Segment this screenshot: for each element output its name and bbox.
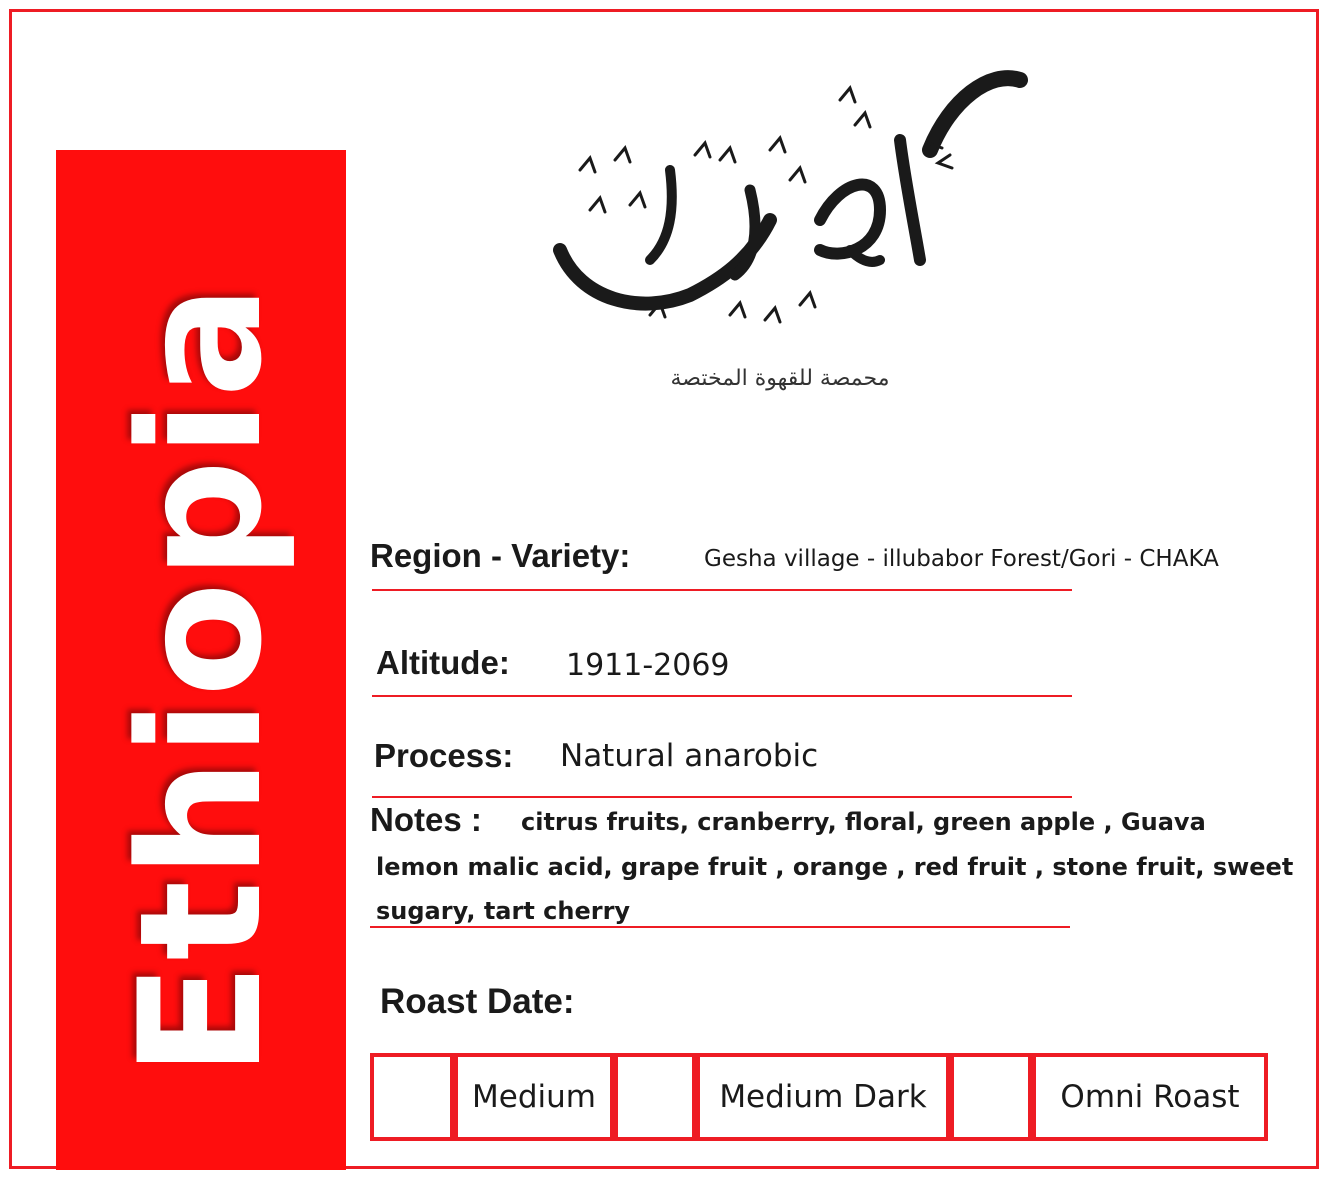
brand-logo [520,60,1040,360]
country-name: Ethiopia [103,282,299,1078]
altitude-value: 1911-2069 [566,648,730,683]
process-rule [372,796,1072,798]
process-value: Natural anarobic [560,738,819,774]
region-label: Region - Variety: [370,537,631,574]
roast-checkbox-medium-dark[interactable] [614,1053,696,1141]
process-label: Process: [374,737,514,774]
roast-date-label: Roast Date: [380,982,575,1021]
roast-option-omni: Omni Roast [1032,1053,1268,1141]
roast-option-medium-dark: Medium Dark [696,1053,950,1141]
notes-rule [370,926,1070,928]
altitude-label: Altitude: [376,644,510,681]
notes-label: Notes : [370,801,482,838]
notes-line-1: citrus fruits, cranberry, floral, green apple , Guava [521,808,1206,836]
altitude-rule [372,695,1072,697]
notes-line-3: sugary, tart cherry [376,897,631,925]
roast-checkbox-omni[interactable] [950,1053,1032,1141]
notes-line-2: lemon malic acid, grape fruit , orange , red fruit , stone fruit, sweet [376,853,1294,881]
region-value: Gesha village - illubabor Forest/Gori - CHAKA [704,546,1219,572]
brand-tagline: محمصة للقهوة المختصة [670,366,890,391]
region-rule [372,589,1072,591]
roast-option-medium: Medium [454,1053,614,1141]
roast-checkbox-medium[interactable] [370,1053,454,1141]
